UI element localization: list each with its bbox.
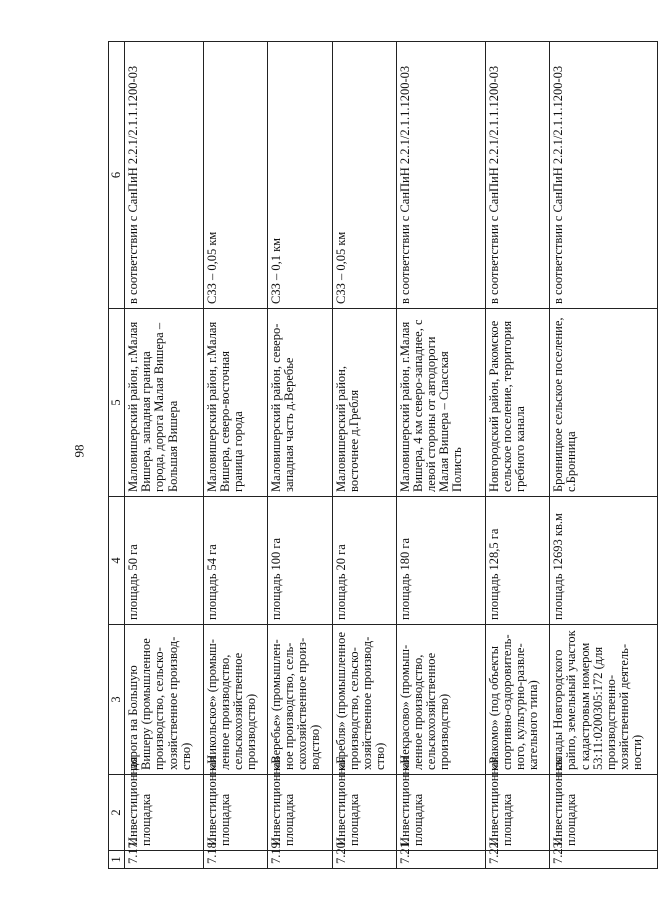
site-location: Маловишерский район, северо-западная часть д.Веребье (268, 309, 332, 497)
sanitary-zone: СЗЗ – 0,1 км (268, 42, 332, 309)
row-number: 7.22. (485, 851, 549, 869)
site-type: Инвестиционная площадка (268, 775, 332, 851)
page-number: 98 (71, 444, 87, 458)
table-header-row (109, 42, 125, 869)
site-location: Маловишерский район, г.Малая Вишера, западная граница города, дорога Малая Вишера – Большая Вишера (125, 309, 203, 497)
investment-sites-table (108, 41, 658, 869)
table-row (203, 42, 267, 869)
table-row (125, 42, 203, 869)
site-location: Маловишерский район, г.Малая Вишера, северо-восточная граница города (203, 309, 267, 497)
row-number: 7.17. (125, 851, 203, 869)
table-row (396, 42, 485, 869)
site-name: «Веребье» (промышлен-ное производство, сель-скохозяйственное произ-водство) (268, 625, 332, 775)
site-area: площадь 54 га (203, 497, 267, 625)
sanitary-zone: в соответствии с СанПиН 2.2.1/2.1.1.1200-03 (396, 42, 485, 309)
column-header: 2 (109, 775, 125, 851)
sanitary-zone: в соответствии с СанПиН 2.2.1/2.1.1.1200-03 (125, 42, 203, 309)
row-number: 7.21. (396, 851, 485, 869)
site-area: площадь 50 га (125, 497, 203, 625)
site-type: Инвестиционная площадка (125, 775, 203, 851)
column-header: 3 (109, 625, 125, 775)
row-number: 7.20. (332, 851, 396, 869)
site-type: Инвестиционная площадка (203, 775, 267, 851)
site-area: площадь 12693 кв.м (550, 497, 658, 625)
site-area: площадь 20 га (332, 497, 396, 625)
column-header: 4 (109, 497, 125, 625)
site-area: площадь 180 га (396, 497, 485, 625)
table-row (332, 42, 396, 869)
row-number: 7.19. (268, 851, 332, 869)
site-location: Маловишерский район, г.Малая Вишера, 4 км северо-западнее, с левой стороны от автодороги Малая Вишера – Спасская Полисть (396, 309, 485, 497)
rotated-table-wrapper (108, 42, 658, 869)
site-type: Инвестиционная площадка (332, 775, 396, 851)
table-container (108, 42, 658, 869)
site-name: «Никольское» (промыш-ленное производство, сельскохозяйственное производство) (203, 625, 267, 775)
site-name: «Гребля» (промышленное производство, сельско-хозяйственное производ-ство) (332, 625, 396, 775)
row-number: 7.18. (203, 851, 267, 869)
site-type: Инвестиционная площадка (485, 775, 549, 851)
sanitary-zone: в соответствии с СанПиН 2.2.1/2.1.1.1200-03 (485, 42, 549, 309)
site-area: площадь 128,5 га (485, 497, 549, 625)
site-name: «Некрасово» (промыш-ленное производство, сельскохозяйственное производство) (396, 625, 485, 775)
sanitary-zone: в соответствии с СанПиН 2.2.1/2.1.1.1200-03 (550, 42, 658, 309)
site-location: Новгородский район, Ракомское сельское поселение, территория гребного канала (485, 309, 549, 497)
column-header: 5 (109, 309, 125, 497)
row-number: 7.23. (550, 851, 658, 869)
table-row (268, 42, 332, 869)
site-name: дорога на Большую Вишеру (промышленное производство, сельско-хозяйственное производ-ство) (125, 625, 203, 775)
sanitary-zone: СЗЗ – 0,05 км (332, 42, 396, 309)
table-row (485, 42, 549, 869)
column-header: 6 (109, 42, 125, 309)
sanitary-zone: СЗЗ – 0,05 км (203, 42, 267, 309)
site-area: площадь 100 га (268, 497, 332, 625)
site-type: Инвестиционная площадка (396, 775, 485, 851)
site-type: Инвестиционная площадка (550, 775, 658, 851)
site-name: склады Новгородского райпо, земельный участок с кадастровым номером 53:11:0200305:172 (для производственно-хозяйственной деятель-ности) (550, 625, 658, 775)
site-name: «Ракомо» (под объекты спортивно-оздоровитель-ного, культурно-развле-кательного типа) (485, 625, 549, 775)
table-row (550, 42, 658, 869)
site-location: Маловишерский район, восточнее д.Гребля (332, 309, 396, 497)
column-header: 1 (109, 851, 125, 869)
site-location: Бронницкое сельское поселение, с.Бронница (550, 309, 658, 497)
